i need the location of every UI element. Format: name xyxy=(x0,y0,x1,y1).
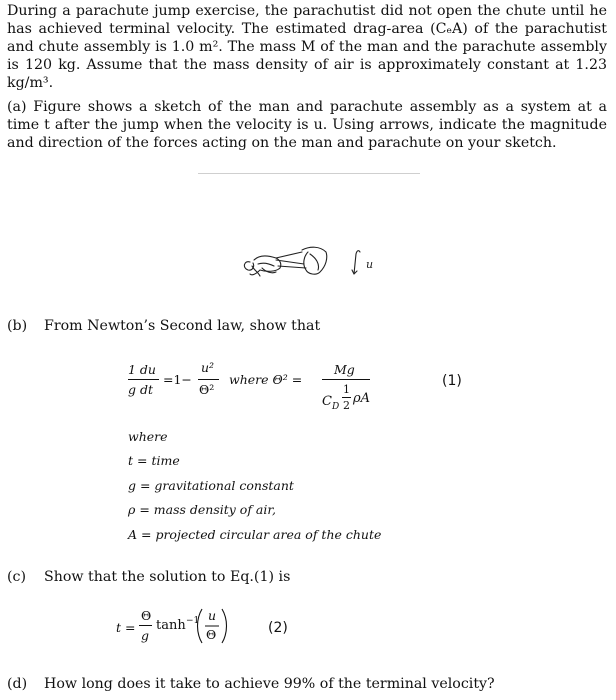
eq2-tanh: tanh xyxy=(156,618,186,633)
eq2-g: g xyxy=(141,628,150,643)
where-word: where xyxy=(128,429,168,444)
problem-intro: During a parachute jump exercise, the parachutist did not open the chute until he has achieved terminal velocity. The estimated drag-area (CₑA) of the parachutist and chute assembly is 1.0 m². The mass M of the man and the parachute assembly is 120 kg. Assume that the mass density of air is approximately constant at 1.23 kg/m³. xyxy=(7,3,607,91)
part-c-text: Show that the solution to Eq.(1) is xyxy=(44,569,291,585)
eq1-half-num: 1 xyxy=(343,383,350,396)
def-density: ρ = mass density of air, xyxy=(128,502,276,517)
parachutist-sketch xyxy=(236,244,416,284)
part-b-label: (b) xyxy=(7,318,28,334)
eq1-D-sub: D xyxy=(332,402,340,412)
eq1-u-squared: u² xyxy=(201,360,215,375)
part-b-text: From Newton’s Second law, show that xyxy=(44,318,321,334)
part-a-text: (a) Figure shows a sketch of the man and parachute assembly as a system at a time t after the jump when the velocity is u. Using arrows, indicate the magnitude and direction of the forces acting on the man and parachute on your sketch. xyxy=(7,99,607,151)
eq2-t: t = xyxy=(116,620,136,635)
eq2-bar xyxy=(139,625,152,626)
eq2-theta: Θ xyxy=(141,608,152,623)
eq1-half-den: 2 xyxy=(343,399,350,412)
sketch-chute xyxy=(302,247,327,274)
part-d-label: (d) xyxy=(7,676,28,692)
eq1-theta-squared: Θ² xyxy=(199,382,215,397)
eq1-main-bar xyxy=(322,379,370,380)
def-gravity: g = gravitational constant xyxy=(128,478,294,493)
def-area: A = projected circular area of the chute xyxy=(128,527,382,542)
part-c-label: (c) xyxy=(7,569,27,585)
eq1-u-bar xyxy=(198,379,219,380)
eq1-lhs-bar xyxy=(128,379,159,380)
separator-line xyxy=(198,173,420,174)
eq1-number: (1) xyxy=(442,373,462,389)
eq1-lhs-numerator: 1 du xyxy=(128,362,156,377)
velocity-label: u xyxy=(366,258,374,271)
eq2-theta-den: Θ xyxy=(206,627,217,642)
eq1-lhs-denominator: g dt xyxy=(128,382,153,397)
eq1-half-bar xyxy=(342,397,351,398)
eq1-rhoA: ρA xyxy=(353,391,371,406)
eq2-u: u xyxy=(208,608,217,623)
eq1-C: C xyxy=(322,394,332,409)
part-d-text: How long does it take to achieve 99% of the terminal velocity? xyxy=(44,676,495,692)
eq1-equals-one: =1− xyxy=(163,372,192,387)
eq1-Mg: Mg xyxy=(334,362,355,377)
def-time: t = time xyxy=(128,453,180,468)
eq1-where: where Θ² = xyxy=(229,372,303,387)
eq2-inverse: −1 xyxy=(186,616,200,626)
eq2-number: (2) xyxy=(268,620,288,636)
